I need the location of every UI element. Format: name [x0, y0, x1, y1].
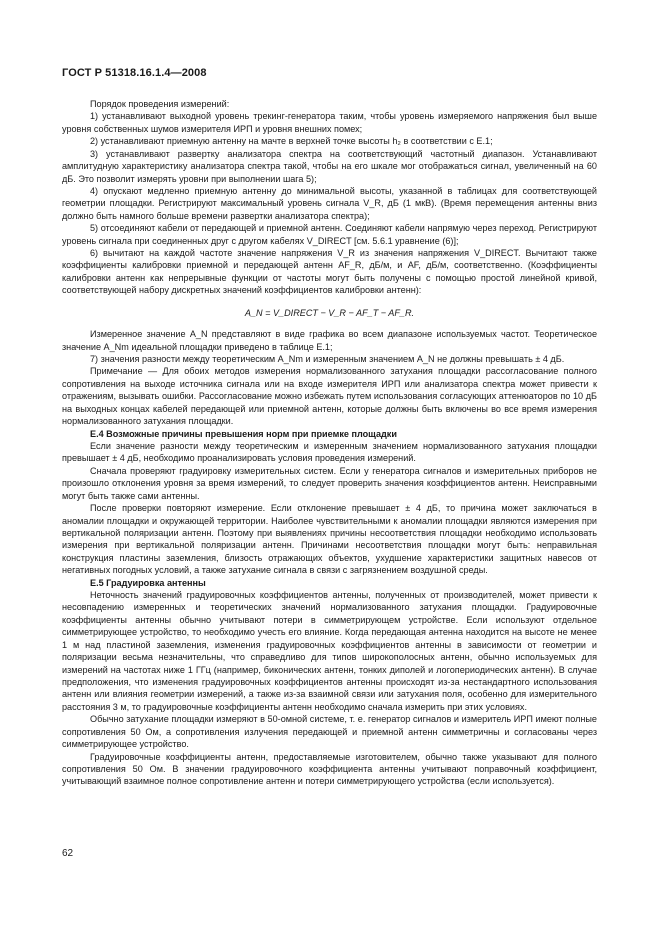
page-number: 62: [62, 848, 74, 859]
paragraph: Неточность значений градуировочных коэффициентов антенны, полученных от производителей, может привести к несовпадению измеренных и теоретических значений нормализованного затухания площадки. Градуировочные коэффициенты антенны обычно учитывают потери в симметрирующем устройстве. Если используют отдельное симметрирующее устройство, то необходимо учесть его влияние. Когда передающая антенна находится на высоте не менее 1 м над пластиной заземления, изменения градуировочных коэффициентов антенны в зависимости от геометрии и поляризации весьма незначительны, что справедливо для типов широкополосных антенн, обычно используемых для измерений на частотах ниже 1 ГГц (например, биконических антенн, тонких диполей и логопериодических антенн). В случае предположения, что изменения градуировочных коэффициентов антенны происходят из-за нестандартного использования антенн или влияния геометрии измерений, а также из-за взаимной связи или затухания поля, особенно для измерительного расстояния 3 м, то градуировочные коэффициенты антенн необходимо сначала измерить при этих условиях.: [62, 590, 597, 712]
paragraph: Порядок проведения измерений:: [90, 99, 230, 109]
paragraph: 6) вычитают на каждой частоте значение напряжения V_R из значения напряжения V_DIRECT. Вычитают также коэффициенты калибровки приемной и передающей антенн AF_R, дБ/м, и AF, дБ/м, соответственно. (Коэффициенты калибровки антенн как непрерывные функции от частоты могут быть получены с помощью простой линейной кривой, соответствующей набору дискретных значений коэффициентов калибровки антенн):: [62, 248, 597, 296]
paragraph: 5) отсоединяют кабели от передающей и приемной антенн. Соединяют кабели напрямую через переход. Регистрируют уровень сигнала при соединенных друг с другом кабелях V_DIRECT [см. 5.6.1 уравнение (6)];: [62, 223, 597, 246]
paragraph: После проверки повторяют измерение. Если отклонение превышает ± 4 дБ, то причина может заключаться в аномалии площадки и окружающей территории. Наиболее чувствительными к аномалии площадки являются измерения при вертикальной поляризации антенн. Поэтому при выявлениях причины несоответствия площадки необходимо использовать измерения при вертикальной поляризации антенн. Причинами несоответствия площадки могут быть: неправильная конструкция пластины заземления, близость отражающих объектов, ухудшение характеристики защитных навесов от негативных погодных условий, а также затухание сигнала в связи с загрязнением воздушной среды.: [62, 503, 597, 576]
section-heading: Е.4 Возможные причины превышения норм при приемке площадки: [90, 428, 397, 439]
note: Примечание — Для обоих методов измерения нормализованного затухания площадки рассогласование полного сопротивления на выходе источника сигнала или на входе измерителя ИРП или анализатора спектра может привести к отражениям, вызывать ошибки. Рассогласование можно избежать путем использования согласующих аттенюаторов по 10 дБ на выходных концах кабелей передающей или приемной антенн, которые должны быть включены во все время измерения нормализованного затухания площадки.: [62, 366, 597, 427]
paragraph: 3) устанавливают развертку анализатора спектра на соответствующий частотный диапазон. Устанавливают амплитудную характеристику анализатора спектра такой, чтобы на его шкале мог отображаться сигнал, увеличенный на 60 дБ. Это позволит измерять уровни при выполнении шага 5);: [62, 148, 597, 184]
document-body: [62, 98, 597, 788]
paragraph: Измеренное значение A_N представляют в виде графика во всем диапазоне используемых частот. Теоретическое значение A_Nm идеальной площадки приведено в таблице Е.1;: [62, 329, 597, 352]
section-heading: Е.5 Градуировка антенны: [90, 577, 206, 588]
paragraph: 2) устанавливают приемную антенну на мачте в верхней точке высоты h₂ в соответствии с Е.1;: [90, 136, 493, 147]
paragraph: 7) значения разности между теоретическим A_Nm и измеренным значением A_N не должны превышать ± 4 дБ.: [90, 354, 565, 365]
paragraph: Обычно затухание площадки измеряют в 50-омной системе, т. е. генератор сигналов и измеритель ИРП имеют полные сопротивления 50 Ом, а сопротивления излучения передающей и приемной антенн симметричны и согласованы через симметрирующее устройство.: [62, 714, 597, 750]
paragraph: 4) опускают медленно приемную антенну до минимальной высоты, указанной в таблицах для соответствующей геометрии площадки. Регистрируют максимальный уровень сигнала V_R, дБ (1 мкВ). (Время перемещения антенны вниз должно быть намного больше времени развертки анализатора спектра);: [62, 185, 597, 221]
formula: A_N = V_DIRECT − V_R − AF_T − AF_R.: [244, 307, 415, 318]
paragraph: Сначала проверяют градуировку измерительных систем. Если у генератора сигналов и измерительных приборов не произошло отклонения уровня за время измерений, то следует проверить значения коэффициентов антенн. Неисправными могут быть также сами антенны.: [62, 465, 597, 501]
paragraph: Если значение разности между теоретическим и измеренным значением нормализованного затухания площадки превышает ± 4 дБ, необходимо проанализировать условия проведения измерений.: [62, 440, 597, 464]
paragraph: Градуировочные коэффициенты антенн, предоставляемые изготовителем, обычно также указывают для полного сопротивления 50 Ом. В значении градуировочного коэффициента антенны учитывают поправочный коэффициент, учитывающий взаимное полное сопротивление антенн и потери симметрирующего устройства (если используется).: [62, 751, 597, 787]
document-header: ГОСТ Р 51318.16.1.4—2008: [62, 67, 207, 79]
paragraph: 1) устанавливают выходной уровень трекинг-генератора таким, чтобы уровень измеряемого напряжения был выше уровня собственных шумов измерителя ИРП и уровня внешних помех;: [62, 111, 597, 134]
